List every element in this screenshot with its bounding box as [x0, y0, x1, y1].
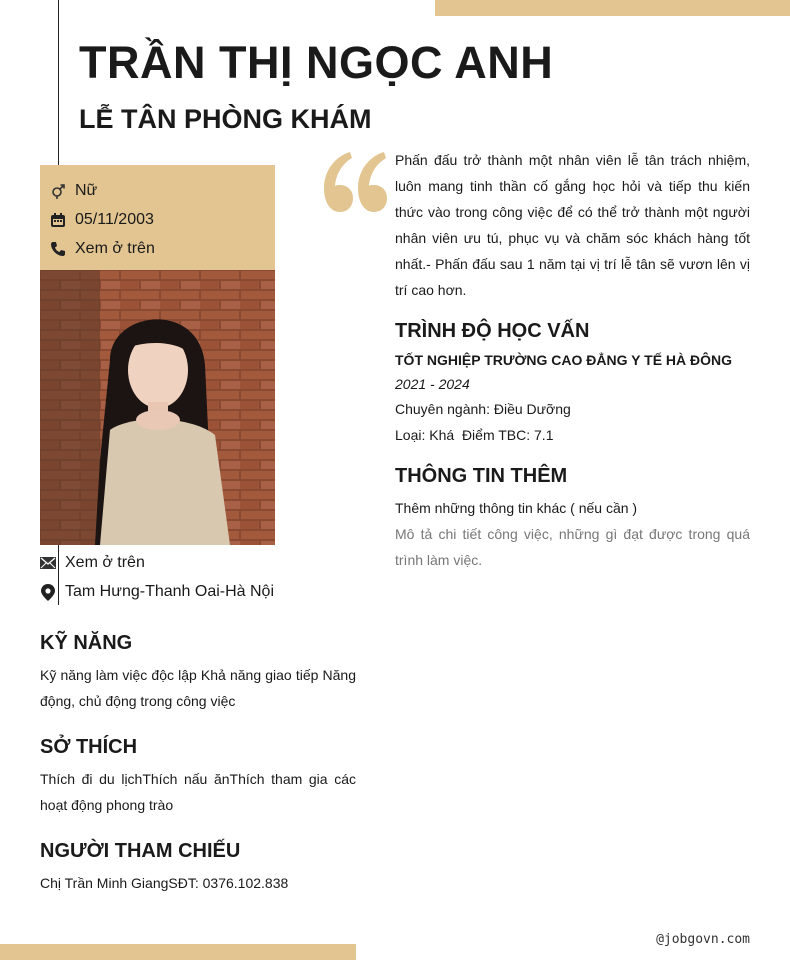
phone-value: Xem ở trên	[75, 240, 155, 257]
bottom-accent-bar	[0, 944, 356, 960]
education-major: Chuyên ngành: Điều Dưỡng	[395, 401, 571, 417]
hobbies-text: Thích đi du lịchThích nấu ănThích tham gia các hoạt động phong trào	[40, 771, 356, 813]
gender-icon	[50, 183, 66, 199]
skills-text: Kỹ năng làm việc độc lập Khả năng giao tiếp Năng động, chủ động trong công việc	[40, 667, 356, 709]
extra-info-title: THÔNG TIN THÊM	[395, 465, 568, 487]
education-title: TRÌNH ĐỘ HỌC VẤN	[395, 320, 590, 342]
top-accent-bar	[435, 0, 790, 16]
dob-row	[50, 209, 154, 231]
skills-title: KỸ NĂNG	[40, 632, 133, 654]
career-objective: Phấn đấu trở thành một nhân viên lễ tân trách nhiệm, luôn mang tinh thần cố gắng học hỏi và tiếp thu kiến thức vào trong công việc để có thể trở thành một người nhân viên ưu tú, phục vụ và chăm sóc khách hàng tốt nhất.- Phấn đấu sau 1 năm tại vị trí lễ tân sẽ vươn lên vị trí cao hơn.	[395, 152, 750, 298]
job-title: LỄ TÂN PHÒNG KHÁM	[79, 104, 372, 134]
address-value: Tam Hưng-Thanh Oai-Hà Nội	[65, 583, 275, 600]
extra-info-description: Mô tả chi tiết công việc, những gì đạt được trong quá trình làm việc.	[395, 526, 750, 568]
phone-row	[50, 238, 155, 260]
gender-value: Nữ	[75, 182, 98, 199]
hobbies-title: SỞ THÍCH	[40, 736, 138, 758]
email-value: Xem ở trên	[65, 554, 145, 571]
education-years: 2021 - 2024	[395, 376, 470, 392]
email-row	[40, 552, 145, 574]
profile-photo	[40, 270, 275, 545]
personal-info-box	[40, 165, 275, 270]
references-text: Chị Trần Minh GiangSĐT: 0376.102.838	[40, 875, 289, 891]
mail-icon	[40, 555, 56, 571]
address-row	[40, 581, 274, 603]
calendar-icon	[50, 212, 66, 228]
references-title: NGƯỜI THAM CHIẾU	[40, 840, 241, 862]
candidate-name: TRẦN THỊ NGỌC ANH	[79, 37, 554, 88]
phone-icon	[50, 241, 66, 257]
education-school: TỐT NGHIỆP TRƯỜNG CAO ĐẲNG Y TẾ HÀ ĐÔNG	[395, 352, 733, 368]
quote-icon	[322, 148, 388, 216]
dob-value: 05/11/2003	[75, 211, 154, 228]
location-icon	[40, 584, 56, 600]
education-grade: Loại: Khá Điểm TBC: 7.1	[395, 427, 554, 443]
extra-info-line: Thêm những thông tin khác ( nếu cần )	[395, 500, 638, 516]
watermark: @jobgovn.com	[656, 932, 750, 947]
gender-row	[50, 180, 97, 202]
divider-line	[58, 0, 59, 165]
